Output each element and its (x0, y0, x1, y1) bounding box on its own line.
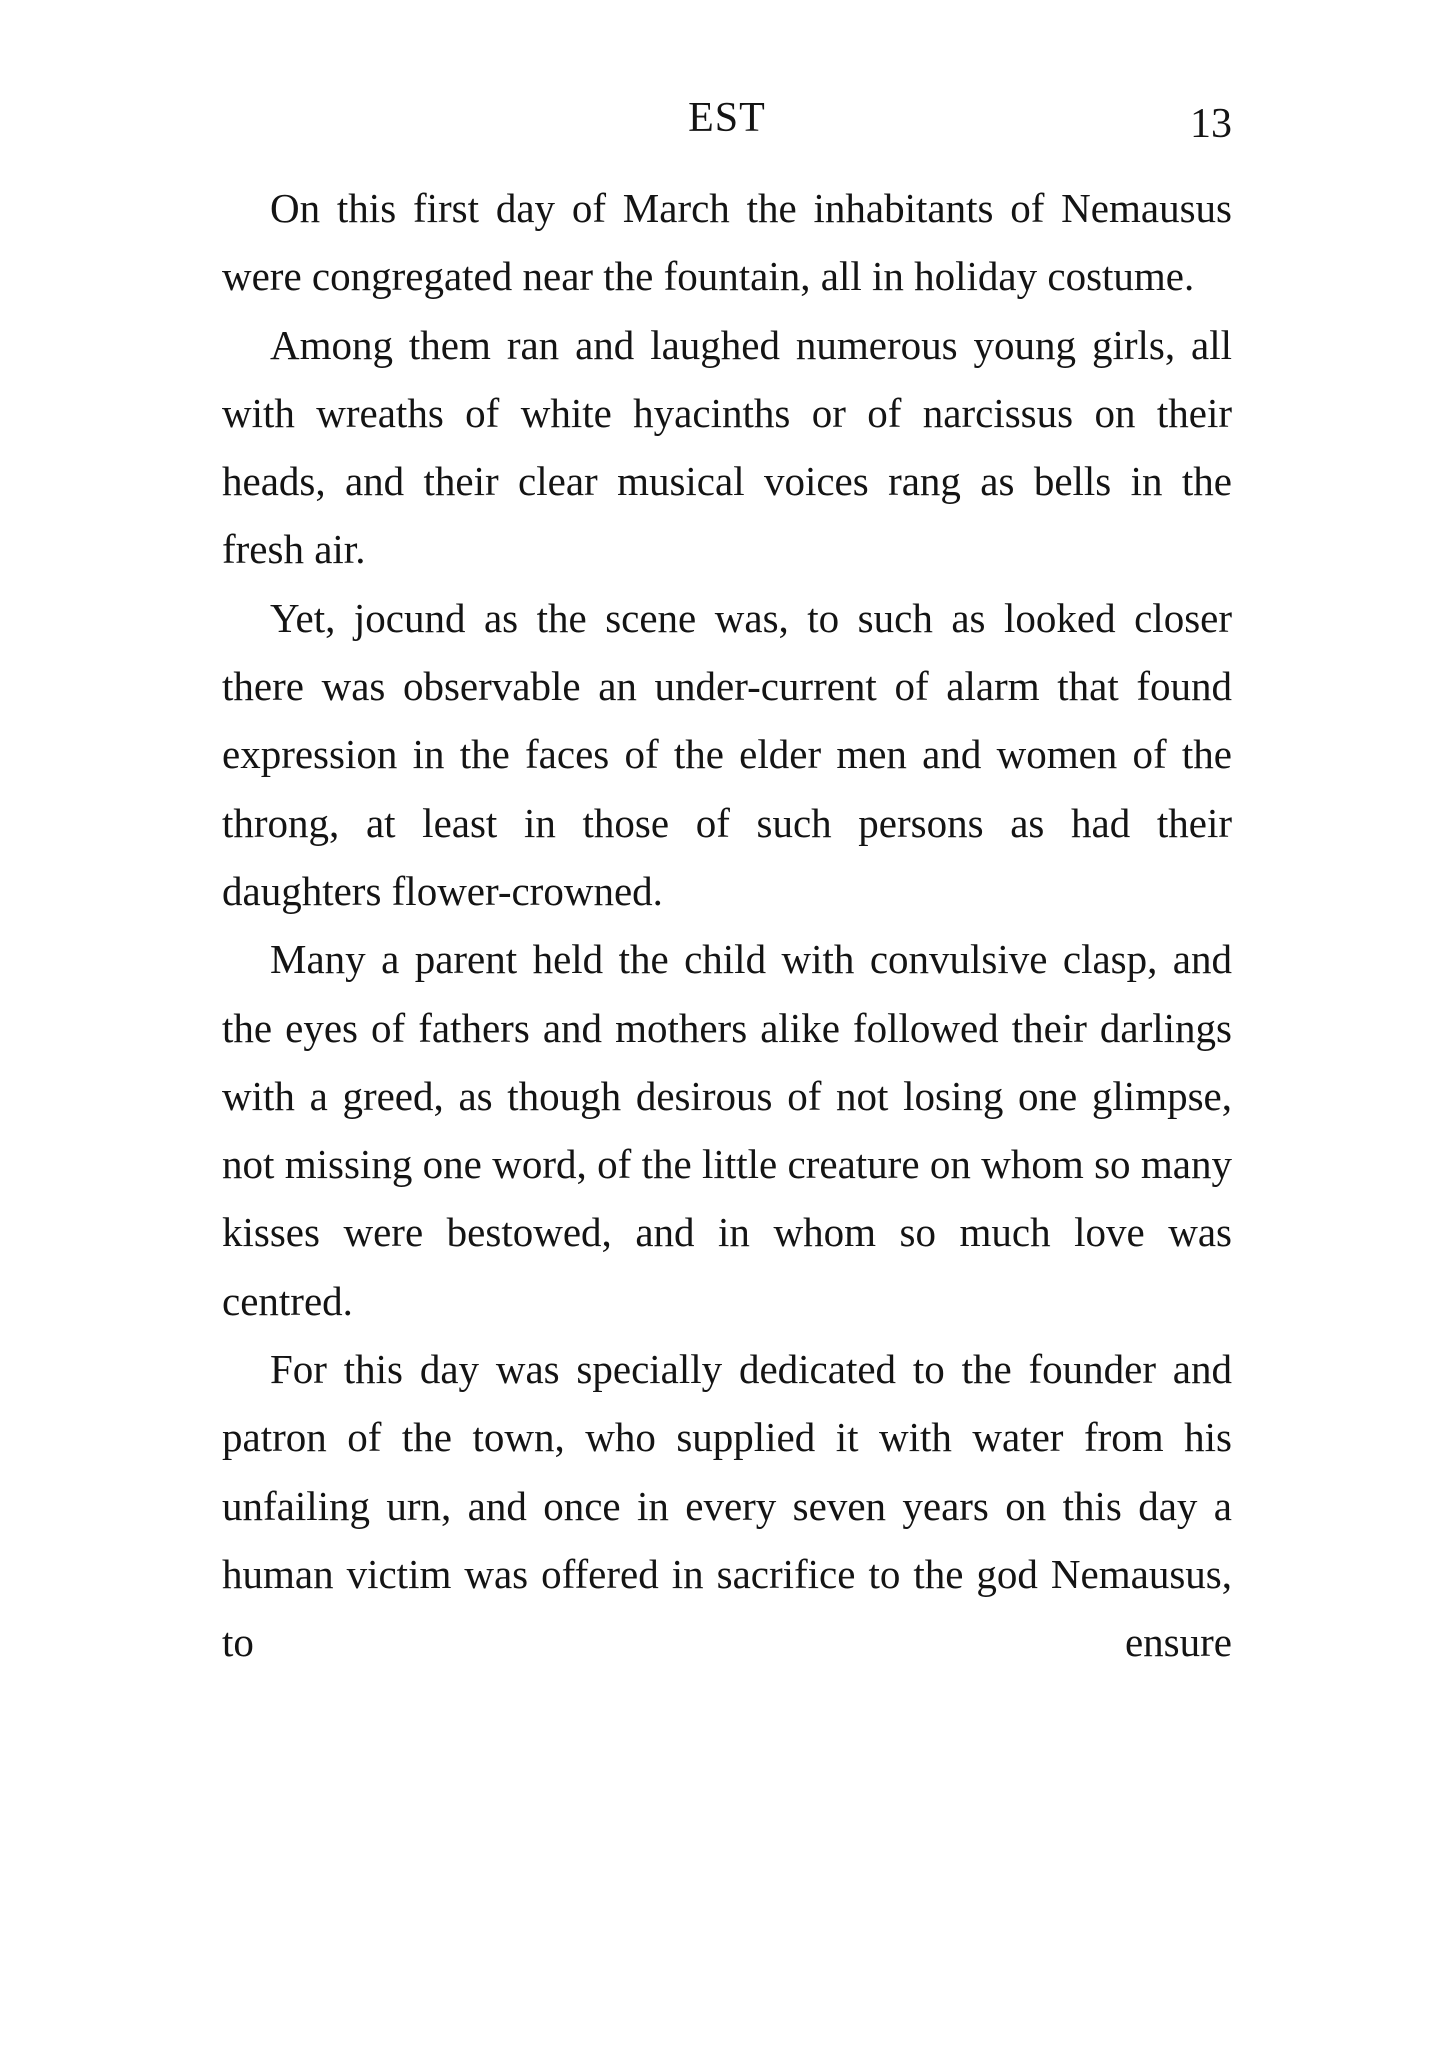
running-title: EST (688, 95, 766, 141)
page-number: 13 (1190, 101, 1232, 147)
paragraph-3: Yet, jocund as the scene was, to such as looked closer there was observable an under-current of alarm that found expression in the faces of the elder men and women of the throng, at least in those of such persons as had their daughters flower-crowned. (222, 594, 1232, 914)
body-text (222, 174, 1232, 1677)
paragraph-2: Among them ran and laughed numerous young girls, all with wreaths of white hyacinths or of narcissus on their heads, and their clear musical voices rang as bells in the fresh air. (222, 321, 1232, 573)
paragraph-4: Many a parent held the child with convulsive clasp, and the eyes of fathers and mothers alike followed their darlings with a greed, as though desirous of not losing one glimpse, not missing one word, of the little creature on whom so many kisses were bestowed, and in whom so much love was centred. (222, 936, 1232, 1324)
paragraph-5: For this day was specially dedicated to the founder and patron of the town, who supplied it with water from his unfailing urn, and once in every seven years on this day a human victim was offered in sacrifice to the god Nemausus, to ensure (222, 1346, 1232, 1666)
running-head (222, 88, 1232, 148)
paragraph-1: On this first day of March the inhabitants of Nemausus were congregated near the fountain, all in holiday costume. (222, 185, 1232, 300)
